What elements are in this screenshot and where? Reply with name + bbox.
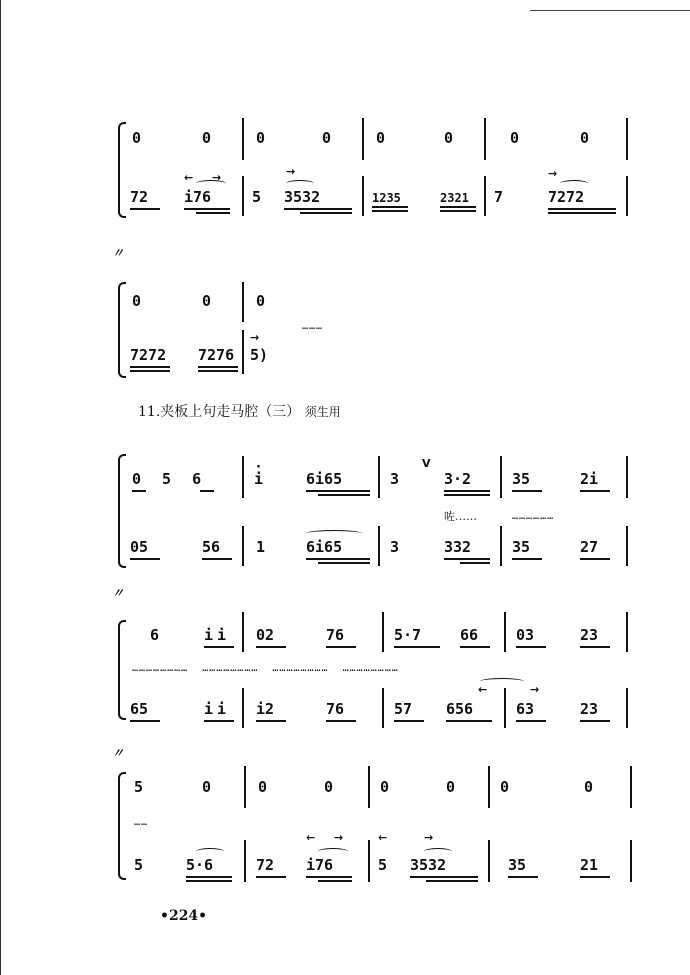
underline — [580, 490, 610, 492]
underline — [318, 880, 352, 882]
note: 6 — [150, 626, 160, 644]
note: 21 — [580, 856, 599, 874]
arrow-mark: → — [286, 165, 296, 178]
underline — [444, 490, 490, 492]
underline — [580, 876, 610, 878]
underline — [508, 876, 538, 878]
note: 0 — [322, 129, 332, 147]
barline — [242, 118, 244, 160]
note: 27 — [580, 538, 599, 556]
note: 6i65 — [306, 470, 343, 488]
note: 05 — [130, 538, 149, 556]
note: 5 — [134, 778, 144, 796]
underline — [326, 646, 356, 648]
note: 0 — [132, 129, 142, 147]
note: 0 — [132, 292, 142, 310]
barline — [488, 840, 490, 882]
underline — [256, 720, 286, 722]
system-brace — [118, 454, 126, 568]
slur — [424, 848, 452, 855]
note: 3·2 — [444, 470, 472, 488]
barline — [504, 612, 506, 652]
note: 2321 — [440, 191, 469, 205]
underline — [306, 876, 352, 878]
note: 35 — [512, 470, 531, 488]
note: 7 — [494, 188, 504, 206]
barline — [626, 688, 628, 728]
barline — [242, 526, 244, 566]
note: 56 — [202, 538, 221, 556]
underline — [460, 646, 490, 648]
note: 72 — [256, 856, 275, 874]
note: 0 — [256, 292, 266, 310]
note: 0 — [202, 129, 212, 147]
arrow-mark: → — [548, 167, 558, 180]
arrow-mark: ← — [478, 683, 488, 696]
note: 3 — [390, 538, 400, 556]
underline — [130, 720, 160, 722]
note: 5) — [250, 346, 269, 364]
underline — [204, 720, 234, 722]
underline — [444, 494, 490, 496]
barline — [378, 526, 380, 566]
underline — [256, 876, 286, 878]
note: 0 — [202, 292, 212, 310]
barline — [242, 456, 244, 498]
underline — [306, 490, 370, 492]
note: i2 — [256, 700, 275, 718]
system-brace — [118, 282, 126, 378]
barline — [242, 282, 244, 322]
underline — [326, 720, 356, 722]
note: 5 — [134, 856, 144, 874]
underline — [444, 558, 490, 560]
underline — [132, 490, 146, 492]
barline — [626, 118, 628, 160]
underline — [548, 208, 616, 210]
underline — [372, 210, 408, 212]
note: 1235 — [372, 191, 401, 205]
arrow-mark: → — [334, 831, 344, 844]
underline — [186, 876, 232, 878]
note: 65 — [130, 700, 149, 718]
note: 7272 — [548, 188, 585, 206]
note: 23 — [580, 626, 599, 644]
underline — [306, 558, 370, 560]
barline — [242, 612, 244, 652]
note: 0 — [446, 778, 456, 796]
barline — [242, 330, 244, 374]
continuation-dots: ……………… — [512, 511, 555, 522]
underline — [130, 370, 170, 372]
barline — [500, 456, 502, 498]
barline — [630, 840, 632, 882]
note: 5·7 — [394, 626, 422, 644]
note: 332 — [444, 538, 472, 556]
arrow-mark: ← — [306, 831, 316, 844]
barline — [626, 526, 628, 566]
section-note: 须生用 — [304, 405, 341, 419]
continuation-dots: …………………… …………………… …………………… …………………… — [132, 663, 399, 674]
barline — [244, 766, 246, 808]
underline — [516, 720, 546, 722]
continuation-dots: ……… — [302, 321, 324, 332]
slur — [286, 180, 314, 187]
underline — [184, 208, 230, 210]
barline — [242, 176, 244, 216]
underline — [130, 366, 170, 368]
note: 3532 — [410, 856, 447, 874]
underline — [426, 880, 478, 882]
note: 35 — [512, 538, 531, 556]
slur — [480, 678, 524, 685]
underline — [512, 490, 542, 492]
note: 66 — [460, 626, 479, 644]
note: · i — [254, 472, 263, 487]
barline — [242, 688, 244, 728]
note: i76 — [184, 188, 212, 206]
lyric: 咗…… — [444, 510, 477, 523]
note: 6i65 — [306, 538, 343, 556]
note: 63 — [516, 700, 535, 718]
underline — [318, 494, 370, 496]
barline — [626, 612, 628, 652]
note: 0 — [580, 129, 590, 147]
barline — [504, 688, 506, 728]
slur — [196, 848, 224, 855]
barline — [484, 118, 486, 160]
note: 0 5 6 — [132, 470, 208, 488]
underline — [204, 646, 234, 648]
note: 0 — [256, 129, 266, 147]
slur — [560, 180, 588, 187]
barline — [382, 688, 384, 728]
barline — [362, 176, 364, 216]
system-brace — [118, 620, 126, 720]
underline — [394, 720, 424, 722]
underline — [300, 212, 352, 214]
underline — [186, 880, 232, 882]
note: 76 — [326, 700, 345, 718]
underline — [130, 558, 160, 560]
underline — [130, 208, 160, 210]
note: ii — [204, 626, 231, 644]
underline — [580, 646, 610, 648]
underline — [512, 558, 542, 560]
underline — [202, 558, 232, 560]
note: 5·6 — [186, 856, 214, 874]
barline — [382, 612, 384, 652]
note: 0 — [376, 129, 386, 147]
note: i76 — [306, 856, 334, 874]
section-title-text: 11.夹板上句走马腔（三） — [138, 404, 301, 420]
note: 5 — [378, 856, 388, 874]
barline — [484, 176, 486, 216]
note: 0 — [510, 129, 520, 147]
note: ii — [204, 700, 231, 718]
note: 0 — [202, 778, 212, 796]
note: 23 — [580, 700, 599, 718]
note: 0 — [584, 778, 594, 796]
barline — [362, 118, 364, 160]
note: 0 — [324, 778, 334, 796]
arrow-mark: → — [530, 683, 540, 696]
section-separator: 〃 — [112, 586, 125, 600]
underline — [410, 876, 478, 878]
barline — [626, 176, 628, 216]
note: 57 — [394, 700, 413, 718]
underline — [516, 646, 546, 648]
underline — [198, 366, 238, 368]
note: 0 — [380, 778, 390, 796]
underline — [284, 208, 352, 210]
barline — [630, 766, 632, 808]
underline — [460, 562, 490, 564]
page-number: •224• — [160, 908, 208, 924]
slur — [306, 530, 362, 537]
note: 03 — [516, 626, 535, 644]
note: 35 — [508, 856, 527, 874]
underline — [394, 646, 440, 648]
underline — [440, 206, 476, 208]
note: 0 — [500, 778, 510, 796]
arrow-mark: ← — [184, 171, 194, 184]
barline — [378, 456, 380, 498]
barline — [626, 456, 628, 498]
note: 2i — [580, 470, 599, 488]
underline — [580, 720, 610, 722]
note: 7272 — [130, 346, 167, 364]
barline — [368, 840, 370, 882]
underline — [446, 720, 492, 722]
note: 7276 — [198, 346, 235, 364]
note: 02 — [256, 626, 275, 644]
section-separator: 〃 — [112, 246, 125, 260]
note: 3532 — [284, 188, 321, 206]
section-separator: 〃 — [112, 746, 125, 760]
system-brace — [118, 772, 126, 880]
continuation-dots: …… — [134, 817, 149, 828]
underline — [256, 646, 286, 648]
breath-mark: V — [422, 457, 431, 470]
arrow-mark: → — [250, 331, 260, 344]
underline — [440, 210, 476, 212]
underline — [200, 490, 214, 492]
underline — [580, 558, 610, 560]
slur — [318, 848, 348, 855]
note: 656 — [446, 700, 474, 718]
system-brace — [118, 122, 126, 218]
arrow-mark: ← — [378, 831, 388, 844]
underline — [372, 206, 408, 208]
barline — [500, 526, 502, 566]
note: 0 — [258, 778, 268, 796]
slur — [196, 180, 226, 187]
barline — [368, 766, 370, 808]
underline — [198, 370, 238, 372]
arrow-mark: → — [424, 831, 434, 844]
barline — [244, 840, 246, 882]
underline — [548, 212, 616, 214]
note: 72 — [130, 188, 149, 206]
arrow-mark: → — [212, 171, 222, 184]
underline — [318, 562, 370, 564]
note: 3 — [390, 470, 400, 488]
note: 76 — [326, 626, 345, 644]
barline — [488, 766, 490, 808]
note: 0 — [444, 129, 454, 147]
note: 1 — [256, 538, 266, 556]
underline — [196, 212, 230, 214]
note: 5 — [252, 188, 262, 206]
section-title — [138, 401, 341, 421]
